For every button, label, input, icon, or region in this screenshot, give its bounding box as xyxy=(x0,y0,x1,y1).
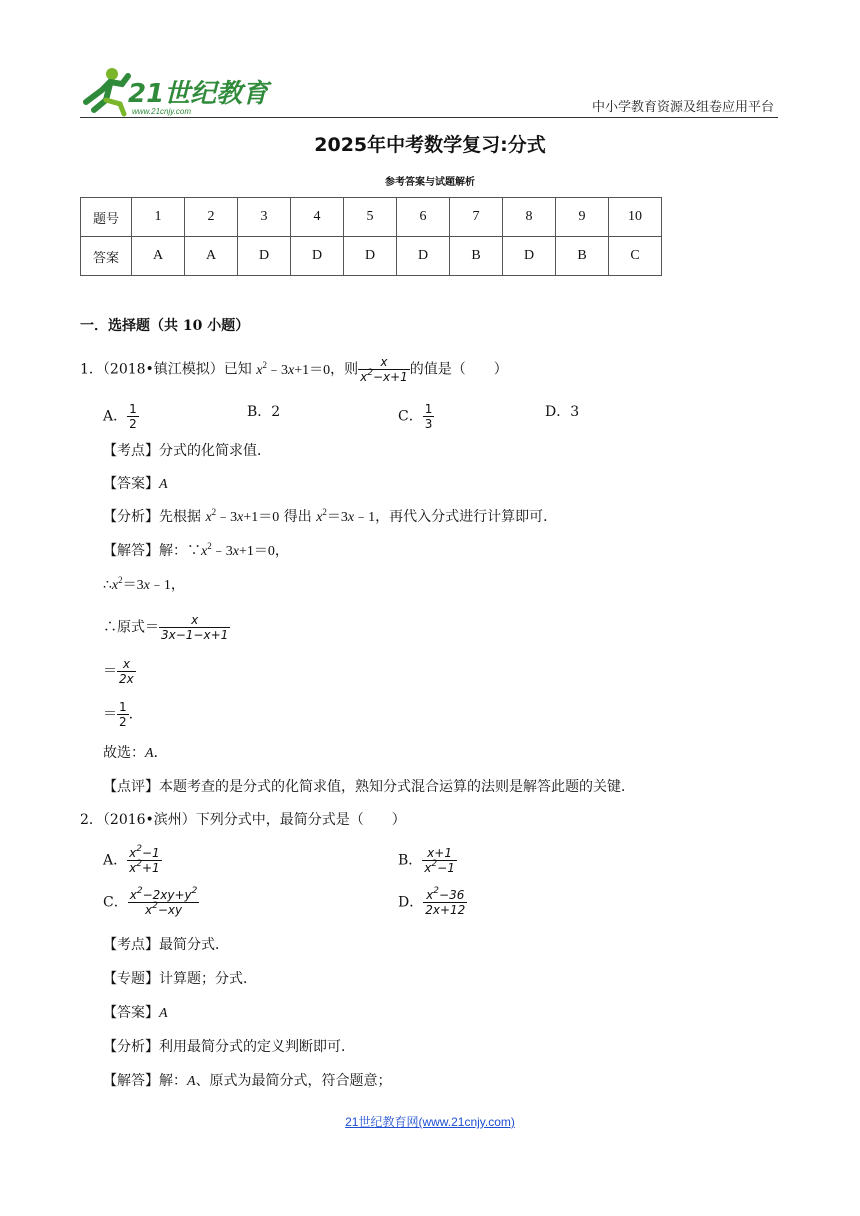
table-cell: 1 xyxy=(132,198,185,237)
q1-dianping: 【点评】本题考查的是分式的化简求值，熟知分式混合运算的法则是解答此题的关键． xyxy=(103,779,635,795)
table-cell: B xyxy=(450,237,503,276)
table-cell: 4 xyxy=(291,198,344,237)
table-cell: 3 xyxy=(238,198,291,237)
table-cell: 6 xyxy=(397,198,450,237)
table-cell: 2 xyxy=(185,198,238,237)
fraction: $\frac{1}{2}$ xyxy=(119,700,127,729)
q2-fenxi: 【分析】利用最简分式的定义判断即可． xyxy=(103,1039,355,1055)
fraction: $\frac{x}{2x}$ xyxy=(119,657,134,686)
q2-option-c: C． $\frac{x^2-2xy+y^2}{x^2-xy}$ xyxy=(103,886,198,917)
q1-option-b: B．2 xyxy=(247,404,281,420)
q1-step: ＝ $\frac{x}{2x}$ xyxy=(103,657,134,686)
q1-step: $\therefore x^2=3x﹣1$， xyxy=(103,575,185,593)
q2-stem: 2．（2016•滨州）下列分式中，最简分式是（ ） xyxy=(80,812,406,828)
section-heading: 一．选择题（共 10 小题） xyxy=(80,318,250,334)
q1-stem: 1．（2018•镇江模拟）已知 $x^2﹣3x+1=0$，则 $\frac{x}{x^2-x+1}$ 的值是（ ） xyxy=(80,355,508,384)
table-cell: D xyxy=(344,237,397,276)
q1-option-d: D．3 xyxy=(545,404,580,420)
table-row-numbers xyxy=(81,198,662,237)
table-cell: 10 xyxy=(609,198,662,237)
fraction: $\frac{x}{3x-1-x+1}$ xyxy=(161,613,229,642)
logo xyxy=(80,62,269,120)
q1-kaodian: 【考点】分式的化简求值． xyxy=(103,443,271,459)
q1-option-c: C． $\frac{1}{3}$ xyxy=(398,402,433,431)
q2-option-b: B． $\frac{x+1}{x^2-1}$ xyxy=(398,846,455,875)
fraction: $\frac{x^2-1}{x^2+1}$ xyxy=(129,844,160,875)
svg-text:21世纪教育: 21世纪教育 xyxy=(128,79,269,109)
fraction: $\frac{1}{2}$ xyxy=(129,402,137,431)
table-cell: A xyxy=(185,237,238,276)
platform-name: 中小学教育资源及组卷应用平台 xyxy=(591,100,774,115)
q1-answer: 【答案】A xyxy=(103,476,168,492)
table-cell: 9 xyxy=(556,198,609,237)
table-cell: C xyxy=(609,237,662,276)
table-header-cell: 题号 xyxy=(81,198,132,237)
page-subtitle: 参考答案与试题解析 xyxy=(385,177,475,188)
q1-jieda: 【解答】解：$\because x^2﹣3x+1=0$， xyxy=(103,541,289,559)
table-cell: D xyxy=(397,237,450,276)
q1-step: ＝ $\frac{1}{2}$ . xyxy=(103,700,134,729)
fraction: $\frac{x^2-36}{2x+12}$ xyxy=(425,886,466,917)
q1-fenxi: 【分析】先根据 $x^2﹣3x+1=0$ 得出 $x^2=3x﹣1$，再代入分式进行计算即可． xyxy=(103,507,558,525)
fraction: $\frac{x^2-2xy+y^2}{x^2-xy}$ xyxy=(129,886,198,917)
table-cell: D xyxy=(503,237,556,276)
header-rule xyxy=(80,117,778,118)
q1-option-a: A． $\frac{1}{2}$ xyxy=(103,402,137,431)
page-title: 2025年中考数学复习:分式 xyxy=(314,134,546,156)
table-cell: 8 xyxy=(503,198,556,237)
fraction: $\frac{x+1}{x^2-1}$ xyxy=(424,846,455,875)
q2-zhuanti: 【专题】计算题；分式． xyxy=(103,971,257,987)
footer-link[interactable]: 21世纪教育网(www.21cnjy.com) xyxy=(345,1115,515,1129)
table-cell: D xyxy=(291,237,344,276)
q2-kaodian: 【考点】最简分式． xyxy=(103,937,229,953)
table-row-answers xyxy=(81,237,662,276)
q1-choice: 故选：A． xyxy=(103,745,168,761)
fraction: $\frac{x}{x^2-x+1}$ xyxy=(360,355,408,384)
table-cell: B xyxy=(556,237,609,276)
q2-option-a: A． $\frac{x^2-1}{x^2+1}$ xyxy=(103,844,160,875)
table-cell: A xyxy=(132,237,185,276)
equation: $x^2﹣3x+1=0$ xyxy=(256,359,331,378)
fraction: $\frac{1}{3}$ xyxy=(424,402,433,431)
q1-step: ∴原式＝ $\frac{x}{3x-1-x+1}$ xyxy=(103,613,229,642)
q2-option-d: D． $\frac{x^2-36}{2x+12}$ xyxy=(398,886,466,917)
table-cell: D xyxy=(238,237,291,276)
q2-jieda: 【解答】解：A、原式为最简分式，符合题意； xyxy=(103,1073,392,1089)
q2-answer: 【答案】A xyxy=(103,1005,168,1021)
answer-table xyxy=(80,197,662,276)
table-cell: 7 xyxy=(450,198,503,237)
table-header-cell: 答案 xyxy=(81,237,132,276)
svg-text:www.21cnjy.com: www.21cnjy.com xyxy=(132,107,191,116)
table-cell: 5 xyxy=(344,198,397,237)
